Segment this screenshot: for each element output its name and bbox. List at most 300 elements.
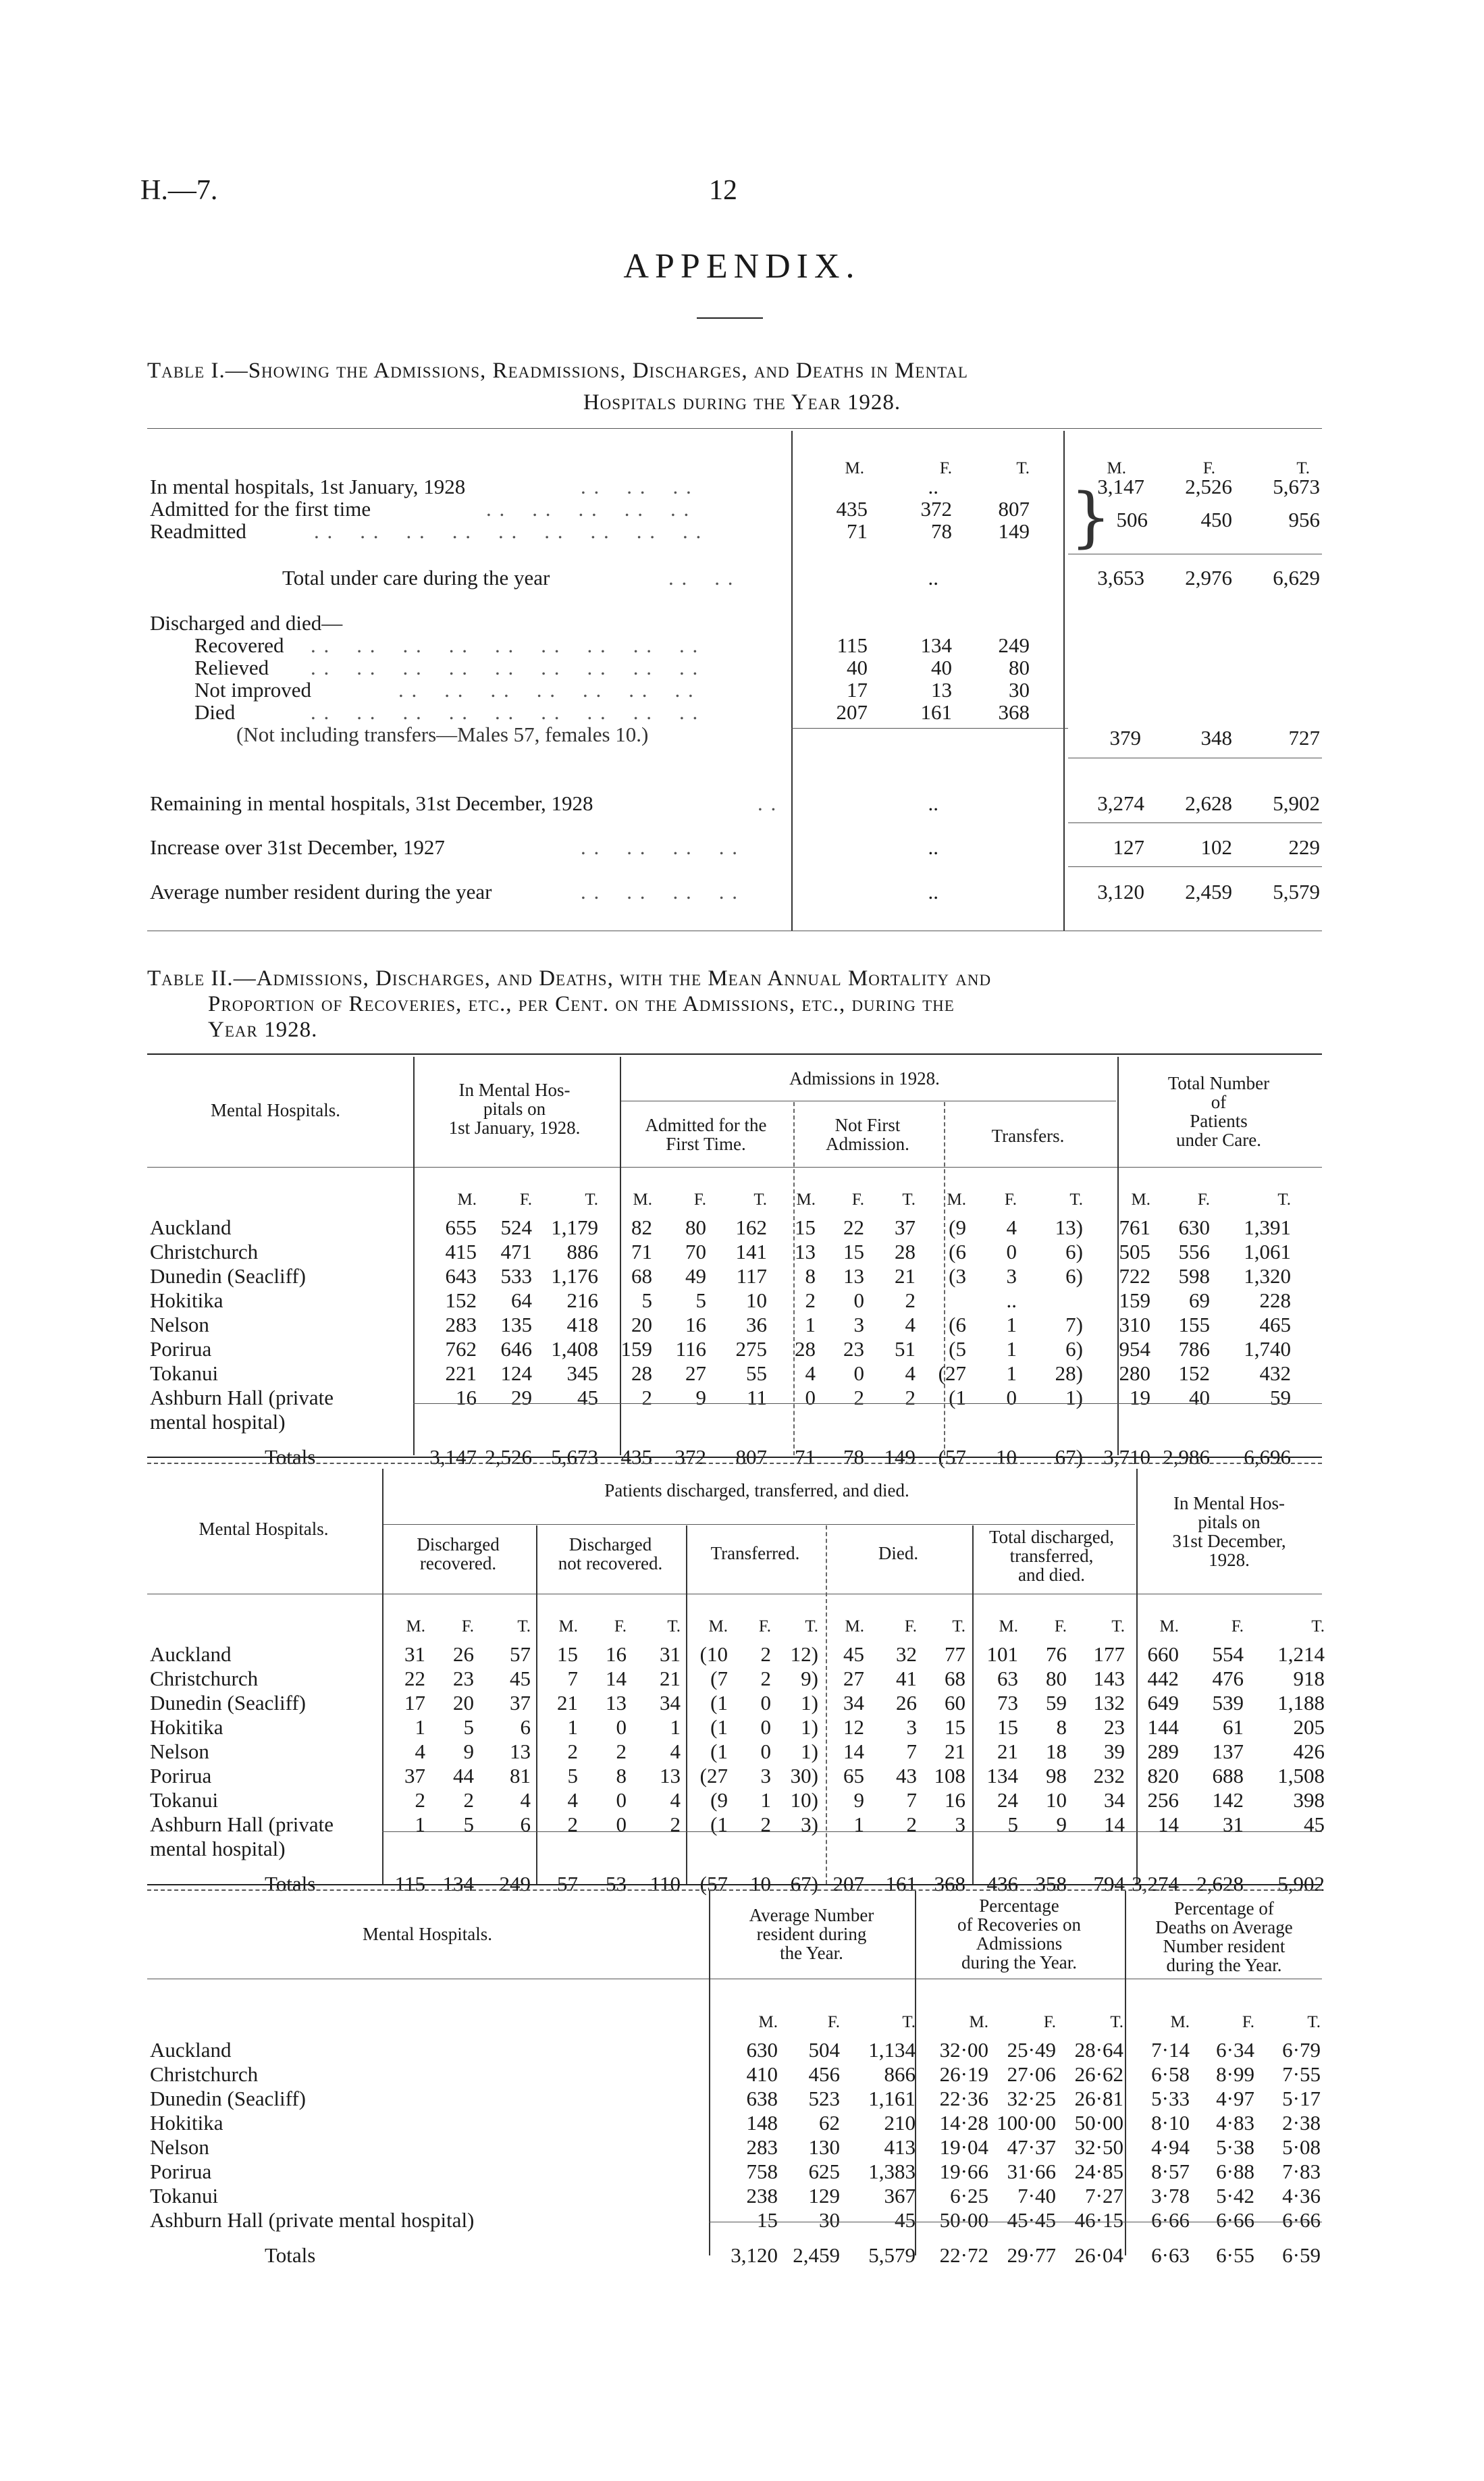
table-cell: 130 xyxy=(808,2135,840,2159)
table-cell: 1) xyxy=(801,1715,818,1739)
table-cell: (9 xyxy=(710,1788,728,1812)
table1-cell: 30 xyxy=(1009,678,1030,702)
table1-cell: 102 xyxy=(1200,835,1232,859)
table-cell: 15 xyxy=(843,1240,864,1263)
table-cell: (27 xyxy=(938,1361,966,1385)
table-cell: 9 xyxy=(1056,1812,1067,1836)
table-cell: 132 xyxy=(1093,1691,1125,1715)
totals-cell: 3,147 xyxy=(429,1445,477,1469)
table1-cell: .. xyxy=(928,566,938,590)
table-cell xyxy=(916,1288,966,1313)
table-cell: 15 xyxy=(557,1642,578,1666)
table-cell: 63 xyxy=(997,1667,1018,1690)
table-cell: 15 xyxy=(945,1715,965,1739)
table-cell: 5 xyxy=(1007,1812,1018,1836)
table-cell: 866 xyxy=(884,2062,916,2086)
table1-cell: 13 xyxy=(931,678,952,702)
table-cell: 476 xyxy=(1212,1667,1244,1690)
table-cell: 23 xyxy=(453,1667,474,1690)
table-cell: 82 xyxy=(631,1216,652,1239)
totals-cell: (57 xyxy=(938,1445,966,1469)
table-cell: 16 xyxy=(456,1386,477,1409)
table-cell: 1 xyxy=(415,1812,425,1836)
hospital-name: Hokitika xyxy=(150,1288,223,1312)
part1-head-in-hosp: In Mental Hos- pitals on 1st January, 1928. xyxy=(448,1080,581,1138)
table-cell: 8·10 xyxy=(1151,2111,1190,2135)
table1-cell: 3,274 xyxy=(1097,791,1144,815)
rule xyxy=(1068,822,1322,823)
mft-label: T. xyxy=(1307,2013,1321,2031)
table-cell: 98 xyxy=(1046,1764,1067,1787)
table-cell: 2 xyxy=(616,1740,627,1763)
table-cell: 80 xyxy=(1046,1667,1067,1690)
table-cell: 886 xyxy=(566,1240,598,1263)
mft-label: F. xyxy=(1043,2013,1056,2031)
table-cell: 14 xyxy=(843,1740,864,1763)
table-cell: 22 xyxy=(843,1216,864,1239)
hospital-name: Dunedin (Seacliff) xyxy=(150,1264,306,1288)
table-cell: 1,320 xyxy=(1244,1264,1291,1288)
table-cell: (6 xyxy=(949,1313,966,1336)
table-row xyxy=(150,1337,1291,1361)
mft-label: F. xyxy=(1054,1617,1067,1636)
table-cell: 27 xyxy=(843,1667,864,1690)
table-cell: (1 xyxy=(949,1386,966,1409)
spacer-row xyxy=(150,1434,1291,1445)
table-cell: 26 xyxy=(453,1642,474,1666)
mft-label: M. xyxy=(633,1191,652,1209)
mft-label: T. xyxy=(902,1191,916,1209)
leader-dots: . . . . . . . . xyxy=(581,835,739,859)
table-cell: 820 xyxy=(1147,1764,1179,1787)
table-cell: 2 xyxy=(567,1812,578,1836)
table-cell xyxy=(916,1410,966,1434)
table1-cell: 379 xyxy=(1109,726,1141,750)
table1-row-label: Admitted for the first time xyxy=(150,497,371,521)
table1-cell: 207 xyxy=(836,700,868,724)
table-cell: 10 xyxy=(746,1288,767,1312)
rule xyxy=(382,1524,1135,1525)
table1-cell: 368 xyxy=(998,700,1030,724)
part1-top-rule xyxy=(147,1053,1322,1055)
totals-cell: 2,459 xyxy=(793,2243,840,2267)
table1-divider-mid xyxy=(791,431,793,931)
spacer-cell xyxy=(150,1434,415,1445)
totals-cell: 6·55 xyxy=(1216,2243,1254,2267)
table1-cell: 40 xyxy=(931,656,952,679)
hospital-name: Ashburn Hall (private xyxy=(150,1812,334,1836)
rule xyxy=(791,728,1068,729)
table-cell: 4 xyxy=(905,1361,916,1385)
table-cell: 7) xyxy=(1065,1313,1083,1336)
table-cell: 41 xyxy=(896,1667,917,1690)
table-cell: 465 xyxy=(1259,1313,1291,1336)
table-cell: 29 xyxy=(511,1386,532,1409)
table-cell: 4·94 xyxy=(1151,2135,1190,2159)
table-cell: 523 xyxy=(808,2087,840,2110)
table-cell xyxy=(1244,1837,1325,1861)
table-cell: 758 xyxy=(746,2160,778,2183)
table-cell: 283 xyxy=(746,2135,778,2159)
mft-label: F. xyxy=(904,1617,917,1636)
table-cell: (1 xyxy=(710,1740,728,1763)
table1-cell: 5,579 xyxy=(1273,880,1320,904)
table1-cell: 71 xyxy=(847,519,868,543)
table-cell: 60 xyxy=(945,1691,965,1715)
part1-head-hospitals: Mental Hospitals. xyxy=(211,1100,340,1120)
table-cell xyxy=(1210,1410,1291,1434)
table1-cell: 348 xyxy=(1200,726,1232,750)
table-cell xyxy=(1017,1288,1083,1313)
table-cell: 275 xyxy=(735,1337,767,1361)
table-cell: 45 xyxy=(843,1642,864,1666)
hospital-name: Auckland xyxy=(150,1642,232,1666)
table-cell: 2 xyxy=(906,1812,917,1836)
table1-cell: 372 xyxy=(920,497,952,521)
table-cell xyxy=(477,1410,532,1434)
table-cell: 6·66 xyxy=(1282,2208,1321,2232)
part2-head-hospitals: Mental Hospitals. xyxy=(198,1519,329,1539)
part3-table xyxy=(150,2011,1321,2268)
table-cell: 1 xyxy=(670,1715,681,1739)
title-underline xyxy=(697,317,763,319)
table-cell: 6 xyxy=(520,1715,531,1739)
table-cell: 762 xyxy=(445,1337,477,1361)
table1-cell: 161 xyxy=(920,700,952,724)
table-cell: 649 xyxy=(1147,1691,1179,1715)
table-cell: 10) xyxy=(790,1788,818,1812)
table-cell: 124 xyxy=(500,1361,532,1385)
table-cell: 7·40 xyxy=(1017,2184,1056,2208)
table-cell: 28 xyxy=(895,1240,916,1263)
table-cell: 556 xyxy=(1178,1240,1210,1263)
table-cell: 2 xyxy=(415,1788,425,1812)
table-cell: 8 xyxy=(805,1264,816,1288)
blank-cell xyxy=(150,1615,383,1638)
table-cell: 68 xyxy=(631,1264,652,1288)
table-cell: 77 xyxy=(945,1642,965,1666)
totals-cell: 67) xyxy=(1055,1445,1083,1469)
table-cell: 24·85 xyxy=(1074,2160,1123,2183)
table-cell: 3 xyxy=(853,1313,864,1336)
table-cell: 4 xyxy=(415,1740,425,1763)
table1-row-label: Discharged and died— xyxy=(150,611,343,635)
part1-table xyxy=(150,1189,1291,1469)
table-cell: 1,383 xyxy=(868,2160,916,2183)
mft-label: F. xyxy=(614,1617,627,1636)
hospital-name: Auckland xyxy=(150,2038,232,2062)
mft-label: F. xyxy=(519,1191,532,1209)
table-cell: 954 xyxy=(1119,1337,1150,1361)
table-cell: 16 xyxy=(685,1313,706,1336)
table1-cell: 80 xyxy=(1009,656,1030,679)
table-cell: 8 xyxy=(616,1764,627,1787)
table-cell xyxy=(1017,1410,1083,1434)
table1-cell: 3,653 xyxy=(1097,566,1144,590)
table-cell: 554 xyxy=(1212,1642,1244,1666)
table-cell: 643 xyxy=(445,1264,477,1288)
table-cell: 1,188 xyxy=(1277,1691,1325,1715)
table2-caption-text: Proportion of Recoveries, etc., per Cent. on the Admissions, etc., during the xyxy=(208,992,955,1016)
table-cell: 9 xyxy=(463,1740,474,1763)
hospital-name: Nelson xyxy=(150,1740,209,1763)
table-cell xyxy=(771,1837,818,1861)
table-cell: 108 xyxy=(934,1764,965,1787)
table-cell: 0 xyxy=(616,1715,627,1739)
rule xyxy=(147,1884,1322,1885)
table-cell: 426 xyxy=(1293,1740,1325,1763)
mft-label: M. xyxy=(969,2013,988,2031)
table1-row-label: Not improved xyxy=(194,678,312,702)
table-cell: 65 xyxy=(843,1764,864,1787)
table1-row-label: Died xyxy=(194,700,236,724)
table-cell: 4·36 xyxy=(1282,2184,1321,2208)
table-cell: 4 xyxy=(567,1788,578,1812)
table1-cell: 134 xyxy=(920,633,952,657)
table-cell xyxy=(627,1837,681,1861)
table-cell xyxy=(531,1837,578,1861)
table-cell: 786 xyxy=(1178,1337,1210,1361)
table-cell: 6·66 xyxy=(1216,2208,1254,2232)
table-cell xyxy=(864,1410,916,1434)
table-cell: 418 xyxy=(566,1313,598,1336)
part2-head-transferred: Transferred. xyxy=(710,1543,800,1563)
table-cell: 4 xyxy=(905,1313,916,1336)
table-cell: 5 xyxy=(463,1812,474,1836)
table-cell: 15 xyxy=(757,2208,778,2232)
totals-cell: 6·59 xyxy=(1282,2243,1321,2267)
table-cell: 39 xyxy=(1104,1740,1125,1763)
table-cell xyxy=(965,1837,1018,1861)
mft-label: M. xyxy=(406,1617,425,1636)
table-cell: 2 xyxy=(905,1386,916,1409)
table-cell: 345 xyxy=(566,1361,598,1385)
table-cell: 1 xyxy=(1006,1313,1017,1336)
table-cell: 6) xyxy=(1065,1264,1083,1288)
table-cell: 415 xyxy=(445,1240,477,1263)
hospital-name: Ashburn Hall (private xyxy=(150,1386,334,1409)
table-cell: 7 xyxy=(906,1788,917,1812)
table-cell: 80 xyxy=(685,1216,706,1239)
leader-dots: . . . . . . . . xyxy=(581,880,739,904)
table-cell: 10 xyxy=(1046,1788,1067,1812)
table-cell: 221 xyxy=(445,1361,477,1385)
table-cell: 6·79 xyxy=(1282,2038,1321,2062)
totals-cell: (57 xyxy=(699,1872,728,1896)
table-cell: 7·83 xyxy=(1282,2160,1321,2183)
hospital-name: Dunedin (Seacliff) xyxy=(150,2087,306,2110)
table-cell: 141 xyxy=(735,1240,767,1263)
table-cell xyxy=(1083,1410,1150,1434)
table-cell: (5 xyxy=(949,1337,966,1361)
table-cell: 655 xyxy=(445,1216,477,1239)
table-cell: 9 xyxy=(853,1788,864,1812)
table-cell: 1 xyxy=(567,1715,578,1739)
table-cell: 28 xyxy=(631,1361,652,1385)
table-cell: 31 xyxy=(660,1642,681,1666)
mft-label: F. xyxy=(851,1191,864,1209)
table-cell: 26 xyxy=(896,1691,917,1715)
table-cell: 289 xyxy=(1147,1740,1179,1763)
totals-cell: 115 xyxy=(394,1872,425,1896)
hospital-name: Tokanui xyxy=(150,1361,219,1385)
table-cell: 6) xyxy=(1065,1337,1083,1361)
rule xyxy=(147,1167,1322,1168)
table-cell: 3 xyxy=(1006,1264,1017,1288)
part1-head-not-first: Not First Admission. xyxy=(826,1115,909,1154)
hospital-name: Tokanui xyxy=(150,2184,219,2208)
table1-cell: 956 xyxy=(1288,508,1320,531)
mft-label: T. xyxy=(753,1191,767,1209)
table-cell: 1,134 xyxy=(868,2038,916,2062)
hospital-name: Nelson xyxy=(150,1313,209,1336)
totals-cell: 435 xyxy=(620,1445,652,1469)
part2-head-recovered: Discharged recovered. xyxy=(417,1534,500,1573)
table-cell: 43 xyxy=(896,1764,917,1787)
table-cell xyxy=(818,1837,864,1861)
table-cell: 20 xyxy=(631,1313,652,1336)
table-cell: 1,061 xyxy=(1244,1240,1291,1263)
table-cell: 1 xyxy=(1006,1337,1017,1361)
table1-cell: 3,120 xyxy=(1097,880,1144,904)
table-cell: 1,176 xyxy=(551,1264,598,1288)
table-row xyxy=(150,1667,1325,1691)
table2-caption-line3 xyxy=(208,1017,317,1043)
table-cell: 4·97 xyxy=(1216,2087,1254,2110)
table-cell: 44 xyxy=(453,1764,474,1787)
table-cell: 0 xyxy=(853,1361,864,1385)
table-cell: 5·33 xyxy=(1151,2087,1190,2110)
table-cell: 4 xyxy=(670,1788,681,1812)
part2-top-rule xyxy=(147,1463,1322,1464)
table-cell: 8·57 xyxy=(1151,2160,1190,2183)
table-cell: 2 xyxy=(463,1788,474,1812)
table-row xyxy=(150,1386,1291,1410)
table-cell xyxy=(1179,1837,1244,1861)
table-cell: 59 xyxy=(1046,1691,1067,1715)
mft-label: M. xyxy=(845,1617,864,1636)
table-row xyxy=(150,1812,1325,1837)
table-cell: 34 xyxy=(660,1691,681,1715)
leader-dots: . . . . . . . . . . . . . . . . . . xyxy=(311,633,699,657)
table-cell: 13 xyxy=(606,1691,627,1715)
table-cell: 26·62 xyxy=(1074,2062,1123,2086)
mft-label: T. xyxy=(952,1617,965,1636)
table-cell: 9 xyxy=(695,1386,706,1409)
table-cell: 21 xyxy=(557,1691,578,1715)
hospital-name: Nelson xyxy=(150,2135,209,2159)
table-cell: 45 xyxy=(895,2208,916,2232)
part2-table xyxy=(150,1615,1325,1896)
table-cell: 21 xyxy=(997,1740,1018,1763)
table-cell: 1 xyxy=(805,1313,816,1336)
table-cell: 6) xyxy=(1065,1240,1083,1263)
table-cell: 32·00 xyxy=(939,2038,988,2062)
table1-cell: 3,147 xyxy=(1097,475,1144,498)
totals-cell: 207 xyxy=(832,1872,864,1896)
table-cell xyxy=(728,1837,771,1861)
table-cell: 26·19 xyxy=(939,2062,988,2086)
table-cell: 6·88 xyxy=(1216,2160,1254,2183)
mft-label: T. xyxy=(1311,1617,1325,1636)
table-cell: 8 xyxy=(1056,1715,1067,1739)
table-cell: 4 xyxy=(670,1740,681,1763)
mft-label: M. xyxy=(1159,1617,1179,1636)
table-cell: 137 xyxy=(1212,1740,1244,1763)
table-row xyxy=(150,1837,1325,1861)
part2-head-group: Patients discharged, transferred, and died. xyxy=(604,1480,909,1500)
table-cell: 45 xyxy=(577,1386,598,1409)
hospital-name: Tokanui xyxy=(150,1788,219,1812)
mft-label: F. xyxy=(758,1617,771,1636)
mft-header-row xyxy=(150,1615,1325,1638)
mft-label: T. xyxy=(805,1617,818,1636)
table-cell: 0 xyxy=(1006,1240,1017,1263)
leader-dots: . . . . . . . . . . . . . . . . . . xyxy=(311,700,699,724)
mft-label: T. xyxy=(1111,1617,1125,1636)
table-cell: 0 xyxy=(1006,1386,1017,1409)
table-cell xyxy=(425,1837,474,1861)
table1-head-t-right: T. xyxy=(1296,459,1310,477)
table-cell: 50·00 xyxy=(1074,2111,1123,2135)
table1-cell: .. xyxy=(928,835,938,859)
mft-label: T. xyxy=(517,1617,531,1636)
table-cell: 3·78 xyxy=(1151,2184,1190,2208)
transfers-note: (Not including transfers—Males 57, females 10.) xyxy=(236,723,649,746)
table-cell: 37 xyxy=(404,1764,425,1787)
table2-label: Table II. xyxy=(147,966,234,991)
table1-cell: .. xyxy=(928,475,938,498)
table-cell: 13 xyxy=(843,1264,864,1288)
table1-cell: 807 xyxy=(998,497,1030,521)
mft-header-row xyxy=(150,1189,1291,1211)
table-cell: 15 xyxy=(795,1216,816,1239)
table-cell: 1) xyxy=(801,1740,818,1763)
table-cell: 5 xyxy=(567,1764,578,1787)
leader-dots: . . xyxy=(758,791,778,815)
table-cell: 2 xyxy=(760,1812,771,1836)
leader-dots: . . . . . . xyxy=(581,475,693,498)
table-cell: 0 xyxy=(760,1740,771,1763)
table-cell: 3) xyxy=(801,1812,818,1836)
table-row xyxy=(150,1764,1325,1788)
table-cell: 101 xyxy=(986,1642,1018,1666)
table-cell: 410 xyxy=(746,2062,778,2086)
table1-head-f-right: F. xyxy=(1202,459,1215,477)
table-cell: 283 xyxy=(445,1313,477,1336)
table-cell: 432 xyxy=(1259,1361,1291,1385)
table-cell: 761 xyxy=(1119,1216,1150,1239)
table-cell: 216 xyxy=(566,1288,598,1312)
table-row xyxy=(150,1788,1325,1812)
table-row xyxy=(150,1410,1291,1434)
table-row xyxy=(150,2160,1321,2184)
leader-dots: . . . . . . . . . . . . . . . . . . xyxy=(311,656,699,679)
table-cell xyxy=(1018,1837,1067,1861)
table-cell: 598 xyxy=(1178,1264,1210,1288)
table-cell: 26·81 xyxy=(1074,2087,1123,2110)
table-cell: 57 xyxy=(510,1642,531,1666)
table1-cell: 5,902 xyxy=(1273,791,1320,815)
table-cell xyxy=(578,1837,627,1861)
totals-cell: 358 xyxy=(1035,1872,1067,1896)
page-title: APPENDIX. xyxy=(623,247,861,286)
table-cell: 6·34 xyxy=(1216,2038,1254,2062)
table-cell: 13) xyxy=(1055,1216,1083,1239)
table-cell: 6 xyxy=(520,1812,531,1836)
part3-head-deaths: Percentage of Deaths on Average Number resident during the Year. xyxy=(1155,1898,1293,1975)
leader-dots: . . . . xyxy=(668,566,735,590)
